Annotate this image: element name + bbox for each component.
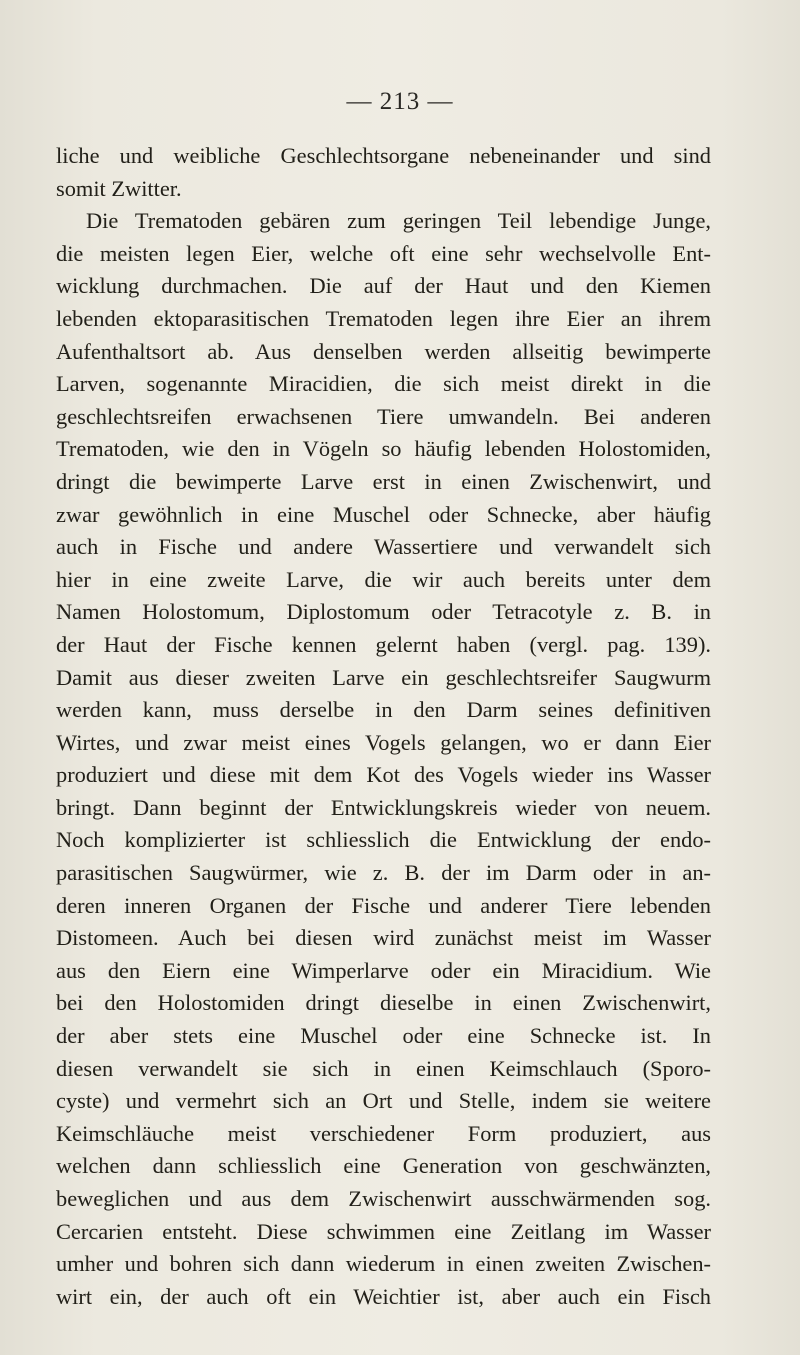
text-line: der Haut der Fische kennen gelernt haben (vergl. pag. 139).	[56, 631, 711, 657]
text-line: bei den Holostomiden dringt dieselbe in einen Zwischenwirt,	[56, 990, 711, 1016]
text-line: Aufenthaltsort ab. Aus denselben werden allseitig bewimperte	[56, 338, 711, 364]
text-line: produziert und diese mit dem Kot des Vogels wieder ins Wasser	[56, 762, 711, 788]
text-line: umher und bohren sich dann wiederum in einen zweiten Zwischen-	[56, 1251, 711, 1277]
text-line: somit Zwitter.	[56, 175, 182, 201]
text-line: zwar gewöhnlich in eine Muschel oder Schnecke, aber häufig	[56, 501, 711, 527]
text-line: Cercarien entsteht. Diese schwimmen eine Zeitlang im Wasser	[56, 1218, 711, 1244]
text-line: deren inneren Organen der Fische und anderer Tiere lebenden	[56, 892, 711, 918]
text-line: Wirtes, und zwar meist eines Vogels gelangen, wo er dann Eier	[56, 729, 711, 755]
text-line: Damit aus dieser zweiten Larve ein geschlechtsreifer Saugwurm	[56, 664, 711, 690]
text-line: parasitischen Saugwürmer, wie z. B. der im Darm oder in an-	[56, 860, 711, 886]
text-line: Larven, sogenannte Miracidien, die sich meist direkt in die	[56, 371, 711, 397]
text-line: cyste) und vermehrt sich an Ort und Stelle, indem sie weitere	[56, 1088, 711, 1114]
text-line: werden kann, muss derselbe in den Darm seines definitiven	[56, 697, 711, 723]
text-line: geschlechtsreifen erwachsenen Tiere umwandeln. Bei anderen	[56, 403, 711, 429]
text-line: bringt. Dann beginnt der Entwicklungskreis wieder von neuem.	[56, 794, 711, 820]
text-line: auch in Fische und andere Wassertiere und verwandelt sich	[56, 534, 711, 560]
text-line: wirt ein, der auch oft ein Weichtier ist, aber auch ein Fisch	[56, 1283, 711, 1309]
text-line: lebenden ektoparasitischen Trematoden legen ihre Eier an ihrem	[56, 305, 711, 331]
text-line: der aber stets eine Muschel oder eine Schnecke ist. In	[56, 1023, 711, 1049]
text-line: Namen Holostomum, Diplostomum oder Tetracotyle z. B. in	[56, 599, 711, 625]
text-line: liche und weibliche Geschlechtsorgane nebeneinander und sind	[56, 143, 711, 168]
text-line: die meisten legen Eier, welche oft eine sehr wechselvolle Ent-	[56, 240, 711, 266]
text-line: welchen dann schliesslich eine Generation von geschwänzten,	[56, 1153, 711, 1179]
text-line: dringt die bewimperte Larve erst in einen Zwischenwirt, und	[56, 468, 711, 494]
text-line: Distomeen. Auch bei diesen wird zunächst meist im Wasser	[56, 925, 711, 951]
text-line: Noch komplizierter ist schliesslich die Entwicklung der endo-	[56, 827, 711, 853]
text-line: Keimschläuche meist verschiedener Form produziert, aus	[56, 1120, 711, 1146]
text-line: Trematoden, wie den in Vögeln so häufig lebenden Holostomiden,	[56, 436, 711, 462]
text-line: diesen verwandelt sie sich in einen Keimschlauch (Sporo-	[56, 1055, 711, 1081]
text-line: Die Trematoden gebären zum geringen Teil lebendige Junge,	[86, 208, 711, 234]
body-text	[56, 140, 711, 1313]
text-line: hier in eine zweite Larve, die wir auch bereits unter dem	[56, 566, 711, 592]
text-line: aus den Eiern eine Wimperlarve oder ein Miracidium. Wie	[56, 957, 711, 983]
text-line: beweglichen und aus dem Zwischenwirt ausschwärmenden sog.	[56, 1186, 711, 1211]
text-line: wicklung durchmachen. Die auf der Haut und den Kiemen	[56, 273, 711, 299]
page-number: — 213 —	[346, 88, 454, 115]
